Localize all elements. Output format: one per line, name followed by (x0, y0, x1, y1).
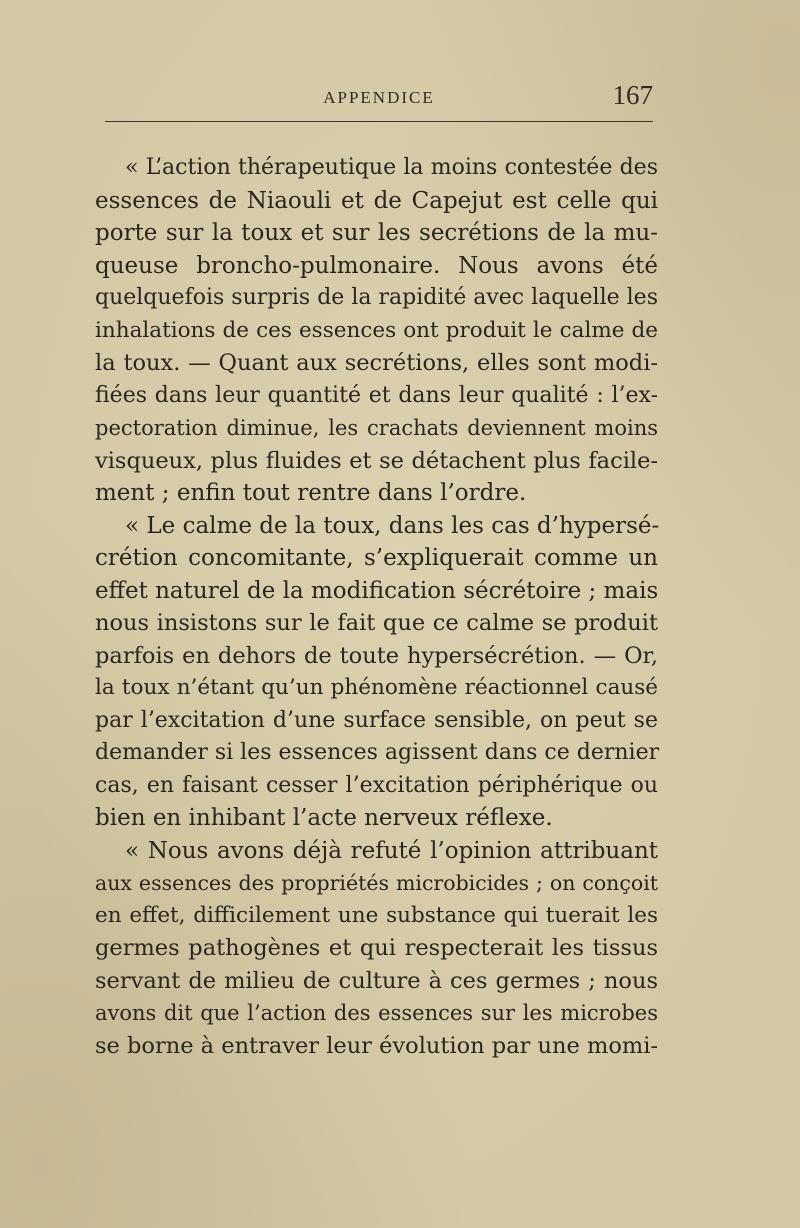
text-line: aux essences des propriétés microbicides ; on conçoit (95, 871, 658, 895)
text-line: se borne à entraver leur évolution par une momi- (95, 1032, 658, 1059)
page-number: 167 (612, 80, 653, 110)
text-line: inhalations de ces essences ont produit le calme de (95, 317, 658, 343)
text-line: quelquefois surpris de la rapidité avec laquelle les (95, 285, 658, 310)
text-line: porte sur la toux et sur les secrétions de la mu- (95, 220, 658, 246)
text-line: germes pathogènes et qui respecterait les tissus (95, 935, 658, 961)
text-line: ment ; enfin tout rentre dans l’ordre. (95, 480, 527, 506)
text-line: « L’action thérapeutique la moins contestée des (125, 155, 658, 180)
text-line: « Nous avons déjà refuté l’opinion attribuant (125, 837, 658, 864)
text-line: par l’excitation d’une surface sensible, on peut se (95, 707, 658, 733)
text-line: nous insistons sur le fait que ce calme se produit (95, 610, 658, 636)
running-title: APPENDICE (323, 88, 435, 107)
header-rule (105, 121, 653, 122)
text-line: avons dit que l’action des essences sur les microbes (95, 1001, 658, 1025)
text-line: fiées dans leur quantité et dans leur qualité : l’ex- (95, 382, 658, 408)
text-line: la toux. — Quant aux secrétions, elles sont modi- (95, 350, 658, 376)
text-line: demander si les essences agissent dans ce dernier (95, 740, 660, 765)
text-line: en effet, difficilement une substance qui tuerait les (95, 902, 658, 928)
text-line: « Le calme de la toux, dans les cas d’hypersé- (125, 512, 660, 539)
text-line: cas, en faisant cesser l’excitation périphérique ou (95, 772, 658, 798)
text-line: bien en inhibant l’acte nerveux réflexe. (95, 805, 553, 831)
text-line: servant de milieu de culture à ces germes ; nous (95, 967, 658, 994)
text-line: crétion concomitante, s’expliquerait comme un (95, 545, 658, 571)
text-line: la toux n’étant qu’un phénomène réactionnel causé (95, 675, 658, 700)
text-line: parfois en dehors de toute hypersécrétion. — Or, (95, 642, 658, 669)
body-text (95, 152, 658, 1062)
text-line: visqueux, plus fluides et se détachent plus facile- (95, 447, 658, 474)
text-line: essences de Niaouli et de Capejut est celle qui (95, 187, 658, 214)
text-line: queuse broncho-pulmonaire. Nous avons été (95, 252, 658, 279)
text-line: pectoration diminue, les crachats deviennent moins (95, 416, 658, 440)
text-line: effet naturel de la modification sécrétoire ; mais (95, 577, 659, 604)
running-head (105, 80, 653, 120)
